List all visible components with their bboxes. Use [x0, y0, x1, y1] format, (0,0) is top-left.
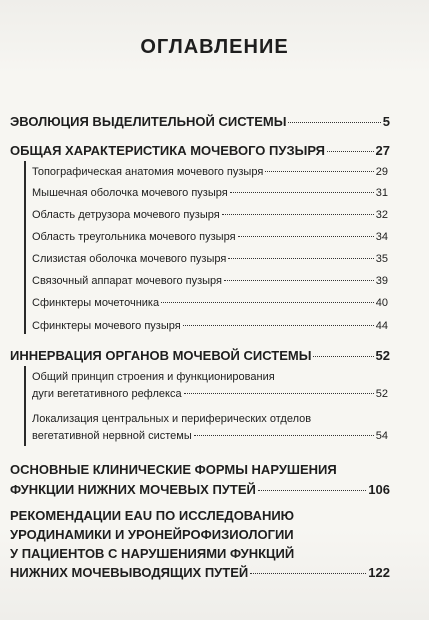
- toc-page-number: 52: [375, 348, 390, 363]
- dot-leader: [183, 325, 374, 326]
- toc-item-title: Мышечная оболочка мочевого пузыря: [32, 187, 228, 199]
- toc-page-number: 34: [375, 231, 388, 243]
- section-divider-line: [24, 366, 26, 446]
- dot-leader: [288, 122, 380, 123]
- toc-item[interactable]: [32, 208, 388, 222]
- toc-item-title: Сфинктеры мочеточника: [32, 297, 160, 309]
- dot-leader: [194, 435, 374, 436]
- toc-page-number: 40: [375, 297, 388, 309]
- toc-item-title-line: вегетативной нервной системы: [32, 430, 192, 442]
- toc-item[interactable]: [32, 274, 388, 288]
- toc-page-number: 54: [375, 430, 388, 442]
- toc-section-bladder[interactable]: [10, 142, 390, 159]
- toc-section-title-line: УРОДИНАМИКИ И УРОНЕЙРОФИЗИОЛОГИИ: [10, 527, 294, 542]
- dot-leader: [230, 192, 374, 193]
- toc-item[interactable]: [32, 252, 388, 266]
- toc-section-title-line: У ПАЦИЕНТОВ С НАРУШЕНИЯМИ ФУНКЦИЙ: [10, 546, 295, 561]
- toc-item-title: Область треугольника мочевого пузыря: [32, 231, 236, 243]
- toc-section-title: ИННЕРВАЦИЯ ОРГАНОВ МОЧЕВОЙ СИСТЕМЫ: [10, 348, 312, 363]
- toc-item[interactable]: [32, 296, 388, 310]
- toc-page-number: 106: [368, 482, 390, 497]
- toc-page-number: 39: [375, 275, 388, 287]
- toc-page-number: 35: [375, 253, 388, 265]
- toc-item[interactable]: [32, 165, 388, 179]
- dot-leader: [161, 302, 374, 303]
- toc-item-title: Связочный аппарат мочевого пузыря: [32, 275, 222, 287]
- toc-page-number: 29: [375, 166, 388, 178]
- toc-page-number: 44: [375, 320, 388, 332]
- toc-section-clinical-forms[interactable]: [10, 461, 390, 498]
- toc-item-title: Слизистая оболочка мочевого пузыря: [32, 253, 227, 265]
- toc-page-number: 5: [382, 114, 390, 129]
- dot-leader: [222, 214, 374, 215]
- dot-leader: [327, 151, 374, 152]
- dot-leader: [228, 258, 373, 259]
- toc-item-title-line: Локализация центральных и периферических отделов: [32, 413, 312, 425]
- toc-page-number: 32: [375, 209, 388, 221]
- toc-page-number: 27: [375, 143, 390, 158]
- toc-section-title-line: ФУНКЦИИ НИЖНИХ МОЧЕВЫХ ПУТЕЙ: [10, 482, 256, 497]
- section-divider-line: [24, 161, 26, 334]
- toc-item-title-line: Общий принцип строения и функционирования: [32, 371, 275, 383]
- toc-page-number: 31: [375, 187, 388, 199]
- toc-item-title-line: дуги вегетативного рефлекса: [32, 388, 182, 400]
- dot-leader: [250, 573, 366, 574]
- toc-section-title: ОБЩАЯ ХАРАКТЕРИСТИКА МОЧЕВОГО ПУЗЫРЯ: [10, 143, 326, 158]
- toc-section-evolution[interactable]: [10, 113, 390, 130]
- toc-section-title: ЭВОЛЮЦИЯ ВЫДЕЛИТЕЛЬНОЙ СИСТЕМЫ: [10, 114, 287, 129]
- toc-section-title-line: РЕКОМЕНДАЦИИ EAU ПО ИССЛЕДОВАНИЮ: [10, 508, 295, 523]
- toc-section-eau-recommendations[interactable]: [10, 507, 390, 581]
- dot-leader: [224, 280, 374, 281]
- dot-leader: [313, 356, 373, 357]
- toc-section-title-line: НИЖНИХ МОЧЕВЫВОДЯЩИХ ПУТЕЙ: [10, 565, 249, 580]
- toc-item[interactable]: [32, 186, 388, 200]
- toc-item[interactable]: [32, 412, 388, 443]
- toc-item[interactable]: [32, 230, 388, 244]
- toc-item-title: Топографическая анатомия мочевого пузыря: [32, 166, 264, 178]
- dot-leader: [258, 490, 366, 491]
- toc-item[interactable]: [32, 370, 388, 401]
- dot-leader: [265, 171, 373, 172]
- toc-item[interactable]: [32, 319, 388, 333]
- toc-item-title: Область детрузора мочевого пузыря: [32, 209, 220, 221]
- dot-leader: [184, 393, 374, 394]
- toc-page-number: 122: [368, 565, 390, 580]
- toc-section-innervation[interactable]: [10, 347, 390, 364]
- toc-item-title: Сфинктеры мочевого пузыря: [32, 320, 181, 332]
- toc-section-title-line: ОСНОВНЫЕ КЛИНИЧЕСКИЕ ФОРМЫ НАРУШЕНИЯ: [10, 462, 337, 477]
- toc-page-number: 52: [375, 388, 388, 400]
- dot-leader: [238, 236, 374, 237]
- page-title: ОГЛАВЛЕНИЕ: [140, 36, 289, 58]
